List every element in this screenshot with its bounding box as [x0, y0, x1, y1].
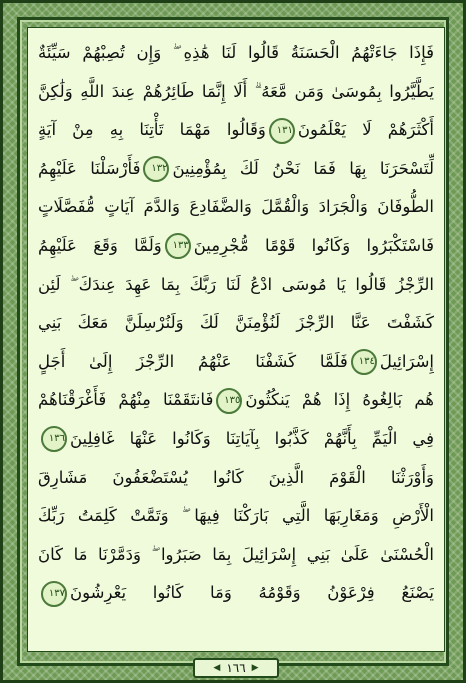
- ayah-number-marker: ١٣٤: [351, 349, 377, 375]
- verse-text: الْحُسْنَىٰ عَلَىٰ بَنِي إِسْرَائِيلَ بِمَا صَبَرُوا ۖ وَدَمَّرْنَا مَا كَانَ: [38, 544, 434, 564]
- verse-text: إِسْرَائِيلَ: [379, 351, 434, 371]
- verse-text-continued: وَلَمَّا وَقَعَ عَلَيْهِمُ: [38, 235, 162, 255]
- ayah-number-marker: ١٣١: [269, 118, 295, 144]
- verse-text: فَاسْتَكْبَرُوا وَكَانُوا قَوْمًا مُّجْرِمِينَ: [193, 235, 434, 255]
- verse-text: فَإِذَا جَاءَتْهُمُ الْحَسَنَةُ قَالُوا لَنَا هَٰذِهِ ۖ وَإِن تُصِبْهُمْ سَيِّئَةٌ: [38, 43, 434, 62]
- verse-line: [38, 381, 434, 420]
- verse-line: [38, 497, 434, 536]
- verse-text: كَشَفْتَ عَنَّا الرِّجْزَ لَنُؤْمِنَنَّ لَكَ وَلَنُرْسِلَنَّ مَعَكَ بَنِي: [38, 313, 434, 333]
- verse-line: [38, 343, 434, 382]
- verse-text: وَأَوْرَثْنَا الْقَوْمَ الَّذِينَ كَانُوا يُسْتَضْعَفُونَ مَشَارِقَ: [38, 467, 434, 487]
- verse-line: [38, 227, 434, 266]
- verse-text: الطُّوفَانَ وَالْجَرَادَ وَالْقُمَّلَ وَالضَّفَادِعَ وَالدَّمَ آيَاتٍ مُّفَصَّلَاتٍ: [38, 197, 434, 217]
- verse-text: يَطَّيَّرُوا بِمُوسَىٰ وَمَن مَّعَهُ ۗ أَلَا إِنَّمَا طَائِرُهُمْ عِندَ اللَّهِ وَلَٰكِنَّ: [38, 81, 434, 101]
- verse-text-continued: فَانتَقَمْنَا مِنْهُمْ فَأَغْرَقْنَاهُمْ: [38, 390, 214, 410]
- ayah-number-marker: ١٣٥: [216, 388, 242, 414]
- arrow-left-icon: ◀: [213, 663, 221, 673]
- ayah-number-marker: ١٣٢: [143, 156, 169, 182]
- verse-text: أَكْثَرَهُمْ لَا يَعْلَمُونَ: [297, 120, 434, 140]
- verse-line: [38, 188, 434, 227]
- verse-text: يَصْنَعُ فِرْعَوْنُ وَقَوْمُهُ وَمَا كَانُوا يَعْرِشُونَ: [70, 583, 434, 603]
- page-number: ١٦٦: [226, 661, 246, 675]
- ayah-number-marker: ١٣٦: [41, 426, 67, 452]
- verse-text: فِي الْيَمِّ بِأَنَّهُمْ كَذَّبُوا بِآيَاتِنَا وَكَانُوا عَنْهَا غَافِلِينَ: [70, 428, 434, 448]
- verse-text-continued: وَقَالُوا مَهْمَا تَأْتِنَا بِهِ مِنْ آيَةٍ: [38, 120, 266, 140]
- verse-text: هُم بَالِغُوهُ إِذَا هُمْ يَنكُثُونَ: [245, 390, 434, 410]
- verse-line: [38, 536, 434, 575]
- verse-text: الْأَرْضِ وَمَغَارِبَهَا الَّتِي بَارَكْنَا فِيهَا ۖ وَتَمَّتْ كَلِمَتُ رَبِّكَ: [38, 506, 434, 526]
- verse-text: لِّتَسْحَرَنَا بِهَا فَمَا نَحْنُ لَكَ بِمُؤْمِنِينَ: [172, 158, 434, 178]
- verse-line: [38, 111, 434, 150]
- verse-line: [38, 304, 434, 343]
- verse-line: [38, 459, 434, 498]
- verse-text-continued: فَأَرْسَلْنَا عَلَيْهِمُ: [38, 158, 141, 178]
- verse-text: الرِّجْزُ قَالُوا يَا مُوسَى ادْعُ لَنَا رَبَّكَ بِمَا عَهِدَ عِندَكَ ۖ لَئِن: [38, 274, 434, 294]
- verse-line: [38, 420, 434, 459]
- page-number-footer: [193, 658, 279, 678]
- arrow-right-icon: ▶: [251, 663, 259, 673]
- verse-line: [38, 150, 434, 189]
- verse-line: [38, 34, 434, 73]
- verse-line: [38, 73, 434, 112]
- ayah-number-marker: ١٣٧: [41, 581, 67, 607]
- mushaf-page: [27, 27, 445, 652]
- verse-line: [38, 574, 434, 613]
- ayah-number-marker: ١٣٣: [165, 233, 191, 259]
- verse-line: [38, 266, 434, 305]
- verse-text-continued: فَلَمَّا كَشَفْنَا عَنْهُمُ الرِّجْزَ إِلَىٰ أَجَلٍ: [38, 351, 348, 371]
